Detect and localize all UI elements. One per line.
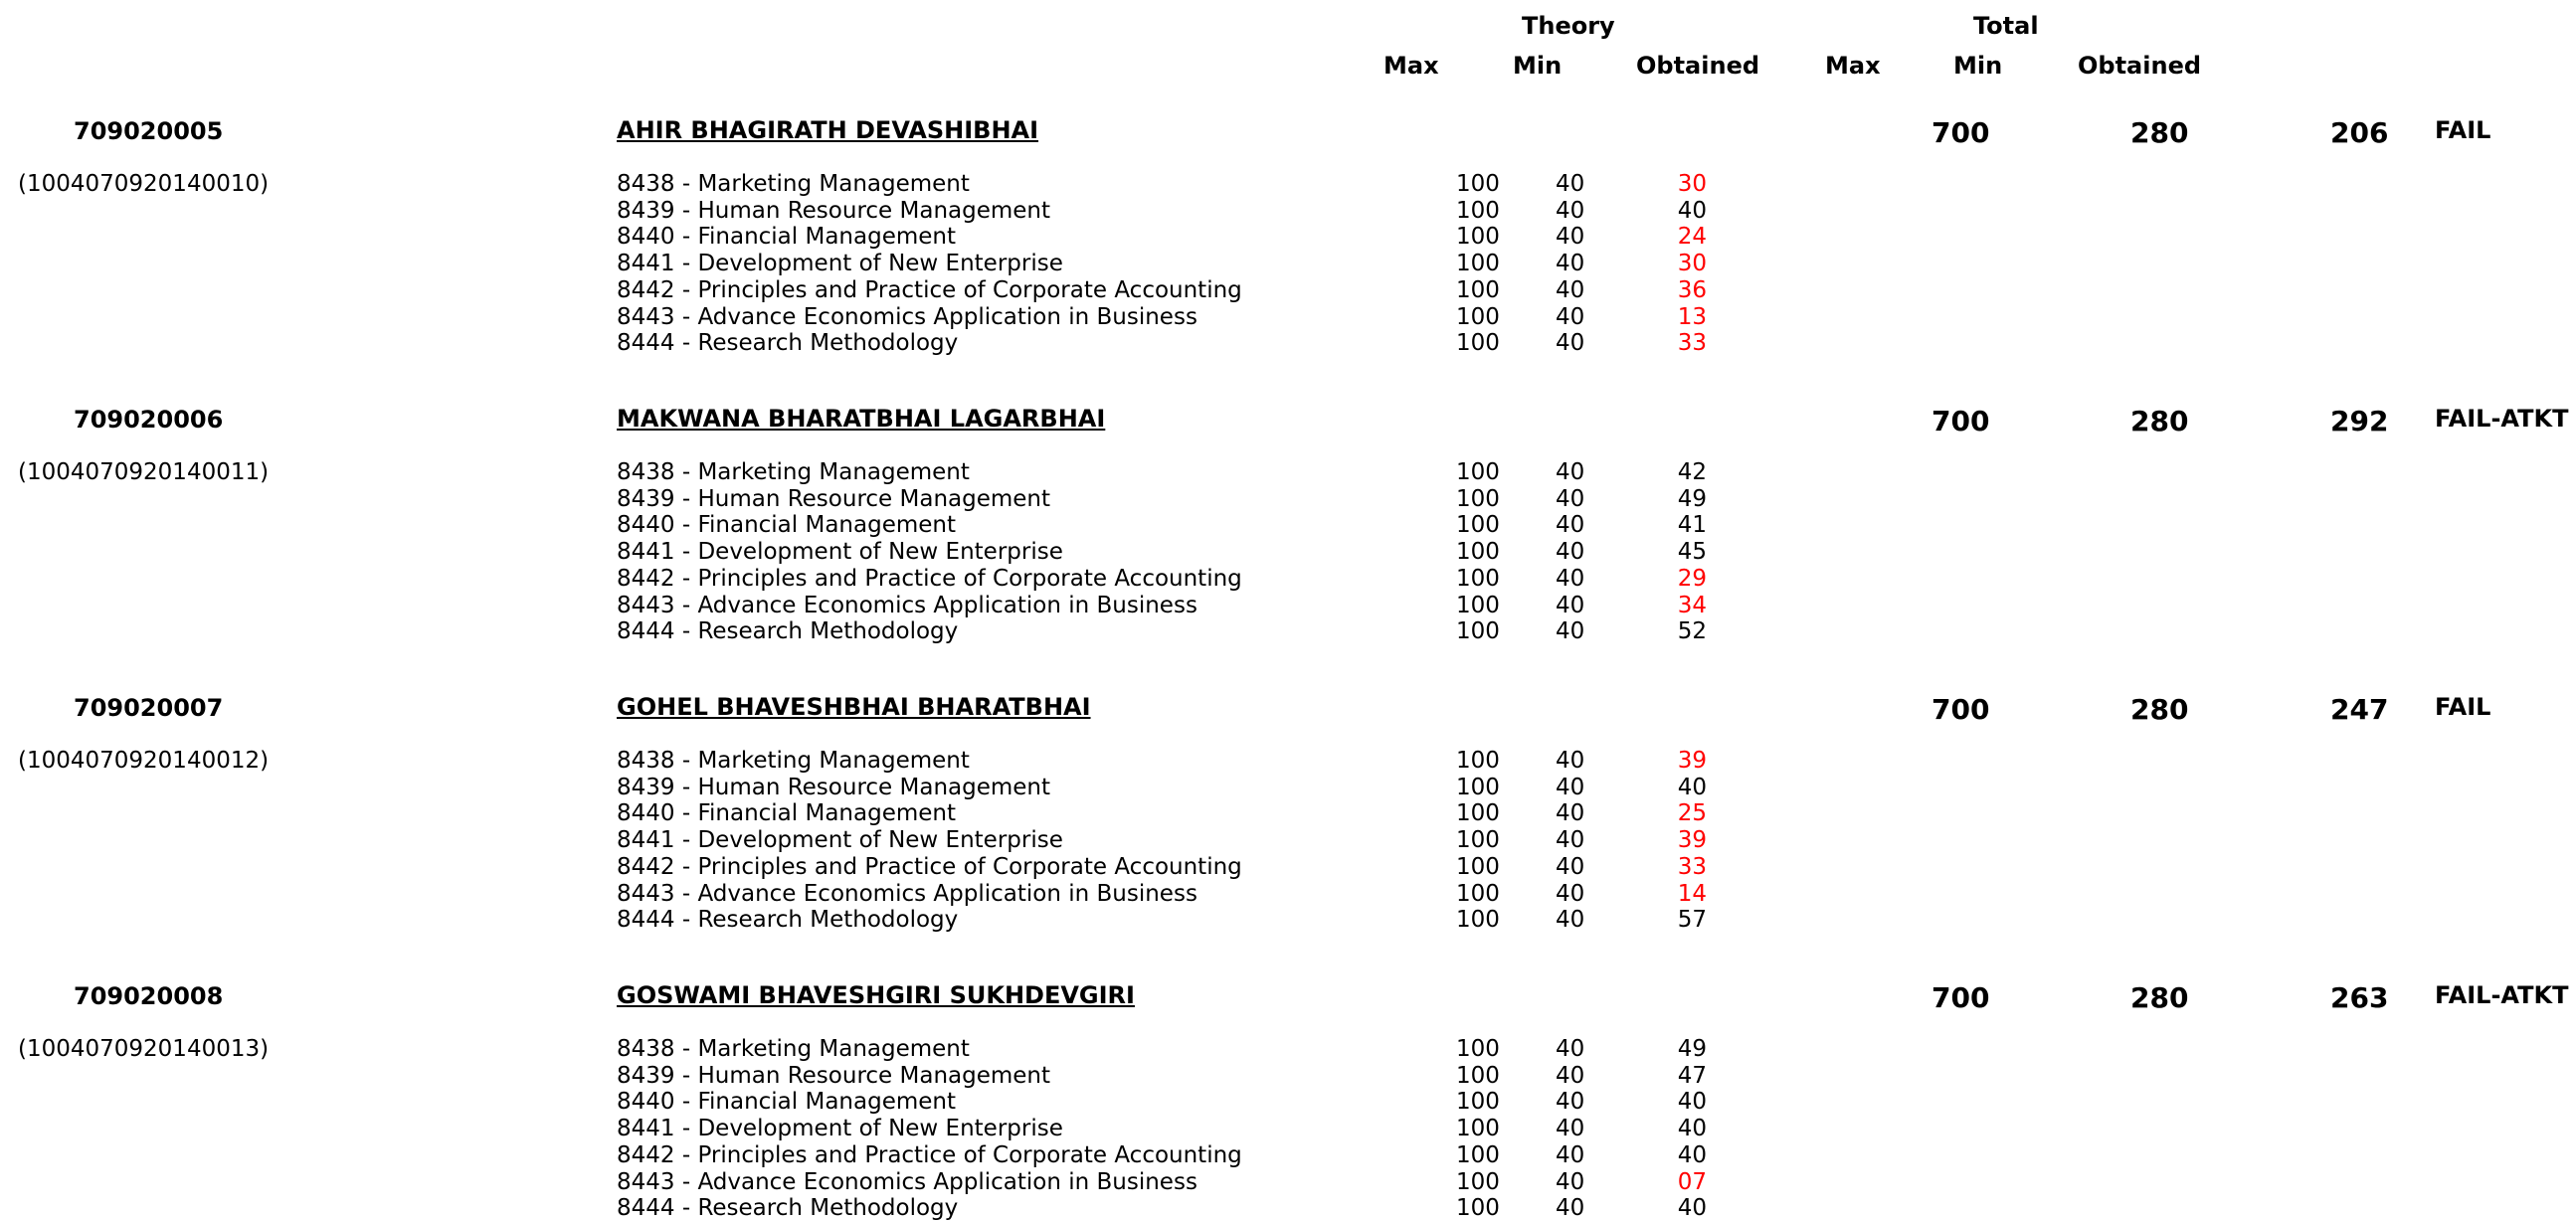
result-status: FAIL-ATKT	[2435, 405, 2569, 433]
subject-max: 100	[1456, 485, 1500, 512]
subject-min: 40	[1556, 1062, 1585, 1089]
total-group-header: Total	[1973, 12, 2039, 40]
subject-name: 8441 - Development of New Enterprise	[617, 1116, 1063, 1142]
student-name: GOSWAMI BHAVESHGIRI SUKHDEVGIRI	[617, 981, 1135, 1009]
subject-max: 100	[1456, 276, 1500, 303]
total-min: 280	[2130, 981, 2189, 1014]
total-obtained-header: Obtained	[2078, 52, 2202, 80]
total-min-header: Min	[1953, 52, 2003, 80]
subject-min: 40	[1556, 1116, 1585, 1142]
subject-name: 8444 - Research Methodology	[617, 1195, 959, 1221]
subject-min: 40	[1556, 512, 1585, 539]
subject-min: 40	[1556, 565, 1585, 592]
subject-name: 8440 - Financial Management	[617, 800, 956, 827]
theory-min-header: Min	[1513, 52, 1563, 80]
subject-max: 100	[1456, 907, 1500, 934]
subject-name: 8444 - Research Methodology	[617, 618, 959, 645]
subject-min: 40	[1556, 618, 1585, 645]
total-max: 700	[1932, 405, 1990, 437]
subject-min: 40	[1556, 1195, 1585, 1221]
theory-obtained-header: Obtained	[1636, 52, 1760, 80]
subject-name: 8440 - Financial Management	[617, 224, 956, 251]
result-status: FAIL-ATKT	[2435, 981, 2569, 1009]
subject-max: 100	[1456, 748, 1500, 774]
subject-min: 40	[1556, 1141, 1585, 1168]
subject-name: 8443 - Advance Economics Application in Business	[617, 303, 1197, 330]
subject-max: 100	[1456, 224, 1500, 251]
subject-name: 8439 - Human Resource Management	[617, 774, 1051, 800]
subject-max: 100	[1456, 171, 1500, 197]
total-obtained: 247	[2330, 693, 2389, 726]
subject-name: 8440 - Financial Management	[617, 1089, 956, 1116]
subject-min: 40	[1556, 251, 1585, 277]
theory-max-header: Max	[1383, 52, 1439, 80]
subject-name: 8438 - Marketing Management	[617, 459, 970, 485]
subject-max: 100	[1456, 251, 1500, 277]
subject-name: 8442 - Principles and Practice of Corporate Accounting	[617, 1141, 1242, 1168]
subject-min: 40	[1556, 592, 1585, 618]
subject-name: 8444 - Research Methodology	[617, 330, 959, 357]
subject-name: 8443 - Advance Economics Application in Business	[617, 880, 1197, 907]
subject-max: 100	[1456, 330, 1500, 357]
total-max: 700	[1932, 116, 1990, 149]
subject-min: 40	[1556, 748, 1585, 774]
subject-max: 100	[1456, 1089, 1500, 1116]
subject-name: 8439 - Human Resource Management	[617, 1062, 1051, 1089]
subject-max: 100	[1456, 853, 1500, 880]
subject-max: 100	[1456, 459, 1500, 485]
student-name: GOHEL BHAVESHBHAI BHARATBHAI	[617, 693, 1091, 721]
subject-max: 100	[1456, 1116, 1500, 1142]
total-max: 700	[1932, 981, 1990, 1014]
total-min: 280	[2130, 405, 2189, 437]
subject-max: 100	[1456, 1195, 1500, 1221]
theory-group-header: Theory	[1522, 12, 1615, 40]
subject-name: 8442 - Principles and Practice of Corporate Accounting	[617, 276, 1242, 303]
subject-min: 40	[1556, 827, 1585, 854]
seat-number: 709020007	[74, 694, 224, 722]
subject-min: 40	[1556, 197, 1585, 224]
subject-max: 100	[1456, 592, 1500, 618]
subject-name: 8440 - Financial Management	[617, 512, 956, 539]
seat-number: 709020006	[74, 406, 224, 434]
subject-name: 8438 - Marketing Management	[617, 171, 970, 197]
subject-min: 40	[1556, 303, 1585, 330]
seat-number: 709020008	[74, 982, 224, 1010]
subject-max: 100	[1456, 1062, 1500, 1089]
subject-name: 8439 - Human Resource Management	[617, 197, 1051, 224]
subject-max: 100	[1456, 880, 1500, 907]
result-status: FAIL	[2435, 116, 2491, 144]
subject-min: 40	[1556, 224, 1585, 251]
subject-min: 40	[1556, 539, 1585, 566]
subject-name: 8442 - Principles and Practice of Corporate Accounting	[617, 853, 1242, 880]
subject-name: 8441 - Development of New Enterprise	[617, 539, 1063, 566]
subject-max: 100	[1456, 827, 1500, 854]
subject-max: 100	[1456, 303, 1500, 330]
subject-name: 8438 - Marketing Management	[617, 748, 970, 774]
total-min: 280	[2130, 116, 2189, 149]
subject-max: 100	[1456, 512, 1500, 539]
subject-name: 8443 - Advance Economics Application in Business	[617, 592, 1197, 618]
subject-min: 40	[1556, 1168, 1585, 1195]
subject-min: 40	[1556, 171, 1585, 197]
subject-max: 100	[1456, 618, 1500, 645]
student-name: AHIR BHAGIRATH DEVASHIBHAI	[617, 116, 1039, 144]
subject-min: 40	[1556, 1036, 1585, 1062]
subject-name: 8443 - Advance Economics Application in Business	[617, 1168, 1197, 1195]
enrollment-number: (1004070920140010)	[18, 171, 270, 197]
student-name: MAKWANA BHARATBHAI LAGARBHAI	[617, 405, 1106, 433]
total-obtained: 292	[2330, 405, 2389, 437]
subject-min: 40	[1556, 800, 1585, 827]
total-max: 700	[1932, 693, 1990, 726]
total-max-header: Max	[1825, 52, 1881, 80]
enrollment-number: (1004070920140011)	[18, 459, 270, 485]
enrollment-number: (1004070920140013)	[18, 1036, 270, 1062]
subject-max: 100	[1456, 565, 1500, 592]
subject-min: 40	[1556, 880, 1585, 907]
total-obtained: 263	[2330, 981, 2389, 1014]
subject-name: 8441 - Development of New Enterprise	[617, 251, 1063, 277]
subject-max: 100	[1456, 1168, 1500, 1195]
subject-max: 100	[1456, 800, 1500, 827]
enrollment-number: (1004070920140012)	[18, 748, 270, 774]
subject-name: 8441 - Development of New Enterprise	[617, 827, 1063, 854]
subject-name: 8438 - Marketing Management	[617, 1036, 970, 1062]
subject-max: 100	[1456, 1036, 1500, 1062]
subject-min: 40	[1556, 485, 1585, 512]
subject-min: 40	[1556, 459, 1585, 485]
total-obtained: 206	[2330, 116, 2389, 149]
subject-name: 8439 - Human Resource Management	[617, 485, 1051, 512]
seat-number: 709020005	[74, 117, 224, 145]
subject-min: 40	[1556, 330, 1585, 357]
subject-max: 100	[1456, 539, 1500, 566]
subject-min: 40	[1556, 853, 1585, 880]
subject-name: 8444 - Research Methodology	[617, 907, 959, 934]
total-min: 280	[2130, 693, 2189, 726]
result-status: FAIL	[2435, 693, 2491, 721]
subject-max: 100	[1456, 774, 1500, 800]
subject-max: 100	[1456, 1141, 1500, 1168]
subject-max: 100	[1456, 197, 1500, 224]
subject-min: 40	[1556, 276, 1585, 303]
subject-min: 40	[1556, 907, 1585, 934]
subject-name: 8442 - Principles and Practice of Corporate Accounting	[617, 565, 1242, 592]
subject-min: 40	[1556, 774, 1585, 800]
subject-min: 40	[1556, 1089, 1585, 1116]
